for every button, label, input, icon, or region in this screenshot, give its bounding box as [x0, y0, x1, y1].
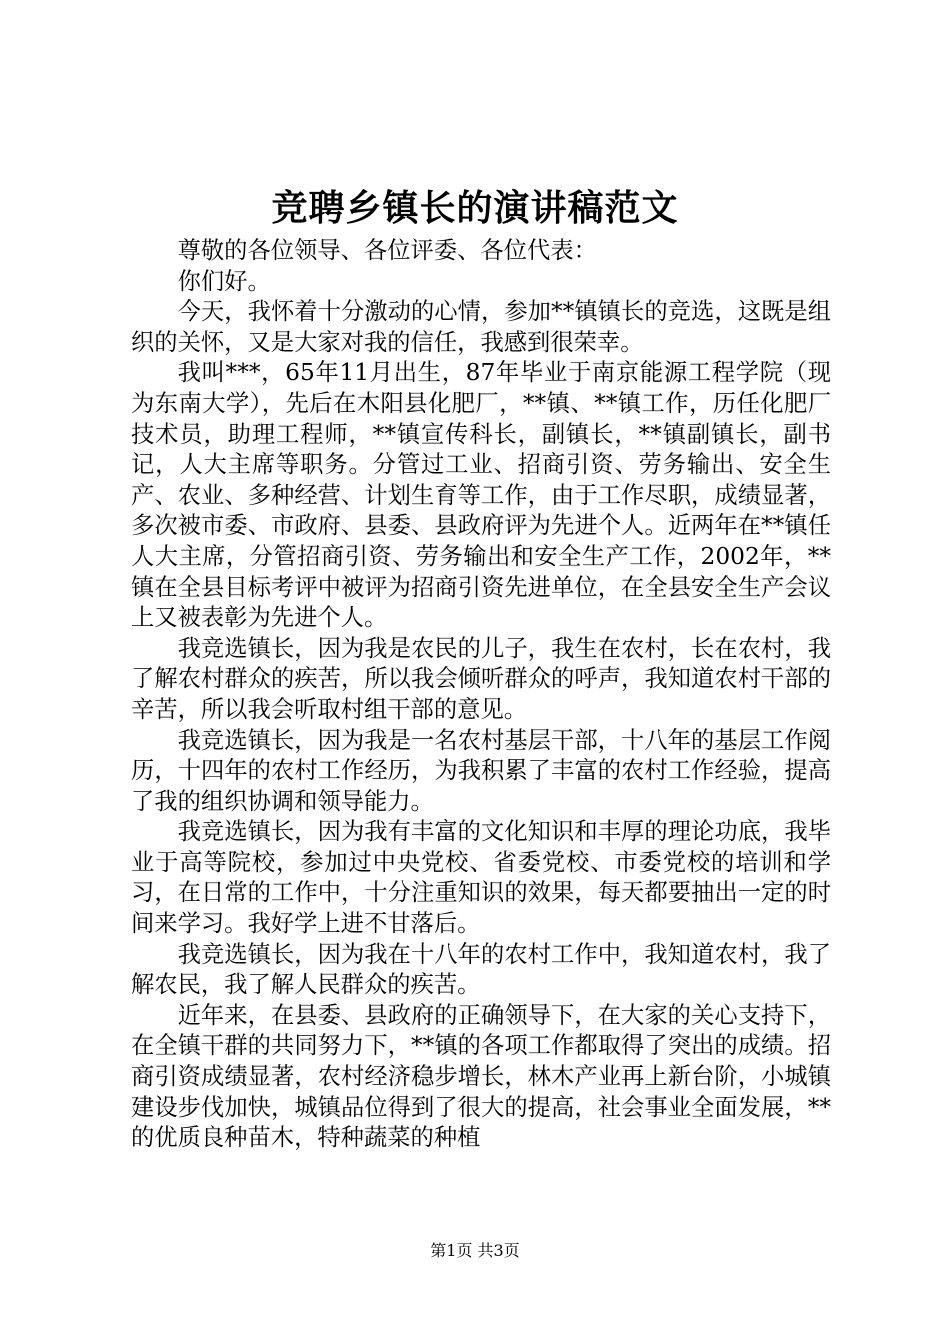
paragraph-reason-farmer: 我竞选镇长，因为我是农民的儿子，我生在农村，长在农村，我了解农村群众的疾苦，所以我会倾听群众的呼声，我知道农村干部的辛苦，所以我会听取村组干部的意见。 — [131, 634, 831, 723]
salutation: 尊敬的各位领导、各位评委、各位代表： — [177, 237, 597, 264]
greeting: 你们好。 — [177, 267, 271, 295]
paragraph-reason-experience: 我竞选镇长，因为我是一名农村基层干部，十八年的基层工作阅历，十四年的农村工作经历，为我积累了丰富的农村工作经验，提高了我的组织协调和领导能力。 — [131, 726, 831, 815]
page-footer: 第1页 共3页 — [430, 1241, 520, 1260]
paragraph-reason-understanding: 我竞选镇长，因为我在十八年的农村工作中，我知道农村，我了解农民，我了解人民群众的疾苦。 — [131, 940, 831, 999]
paragraph-achievements: 近年来，在县委、县政府的正确领导下，在大家的关心支持下，在全镇干群的共同努力下，**镇的各项工作都取得了突出的成绩。招商引资成绩显著，农村经济稳步增长，林木产业再上新台阶，小城镇建设步伐加快，城镇品位得到了很大的提高，社会事业全面发展，**的优质良种苗木，特种蔬菜的种植 — [131, 1001, 831, 1152]
paragraph-reason-knowledge: 我竞选镇长，因为我有丰富的文化知识和丰厚的理论功底，我毕业于高等院校，参加过中央党校、省委党校、市委党校的培训和学习，在日常的工作中，十分注重知识的效果，每天都要抽出一定的时间来学习。我好学上进不甘落后。 — [131, 818, 831, 938]
document-body — [131, 236, 831, 1154]
paragraph-opening: 今天，我怀着十分激动的心情，参加**镇镇长的竞选，这既是组织的关怀，又是大家对我的信任，我感到很荣幸。 — [131, 298, 831, 356]
document-title: 竞聘乡镇长的演讲稿范文 — [271, 187, 679, 229]
paragraph-biography: 我叫***，65年11月出生，87年毕业于南京能源工程学院（现为东南大学），先后在木阳县化肥厂，**镇、**镇工作，历任化肥厂技术员，助理工程师，**镇宣传科长，副镇长，**镇副镇长，副书记，人大主席等职务。分管过工业、招商引资、劳务输出、安全生产、农业、多种经营、计划生育等工作，由于工作尽职，成绩显著，多次被市委、市政府、县委、县政府评为先进个人。近两年在**镇任人大主席，分管招商引资、劳务输出和安全生产工作，2002年，**镇在全县目标考评中被评为招商引资先进单位，在全县安全生产会议上又被表彰为先进个人。 — [131, 359, 831, 632]
